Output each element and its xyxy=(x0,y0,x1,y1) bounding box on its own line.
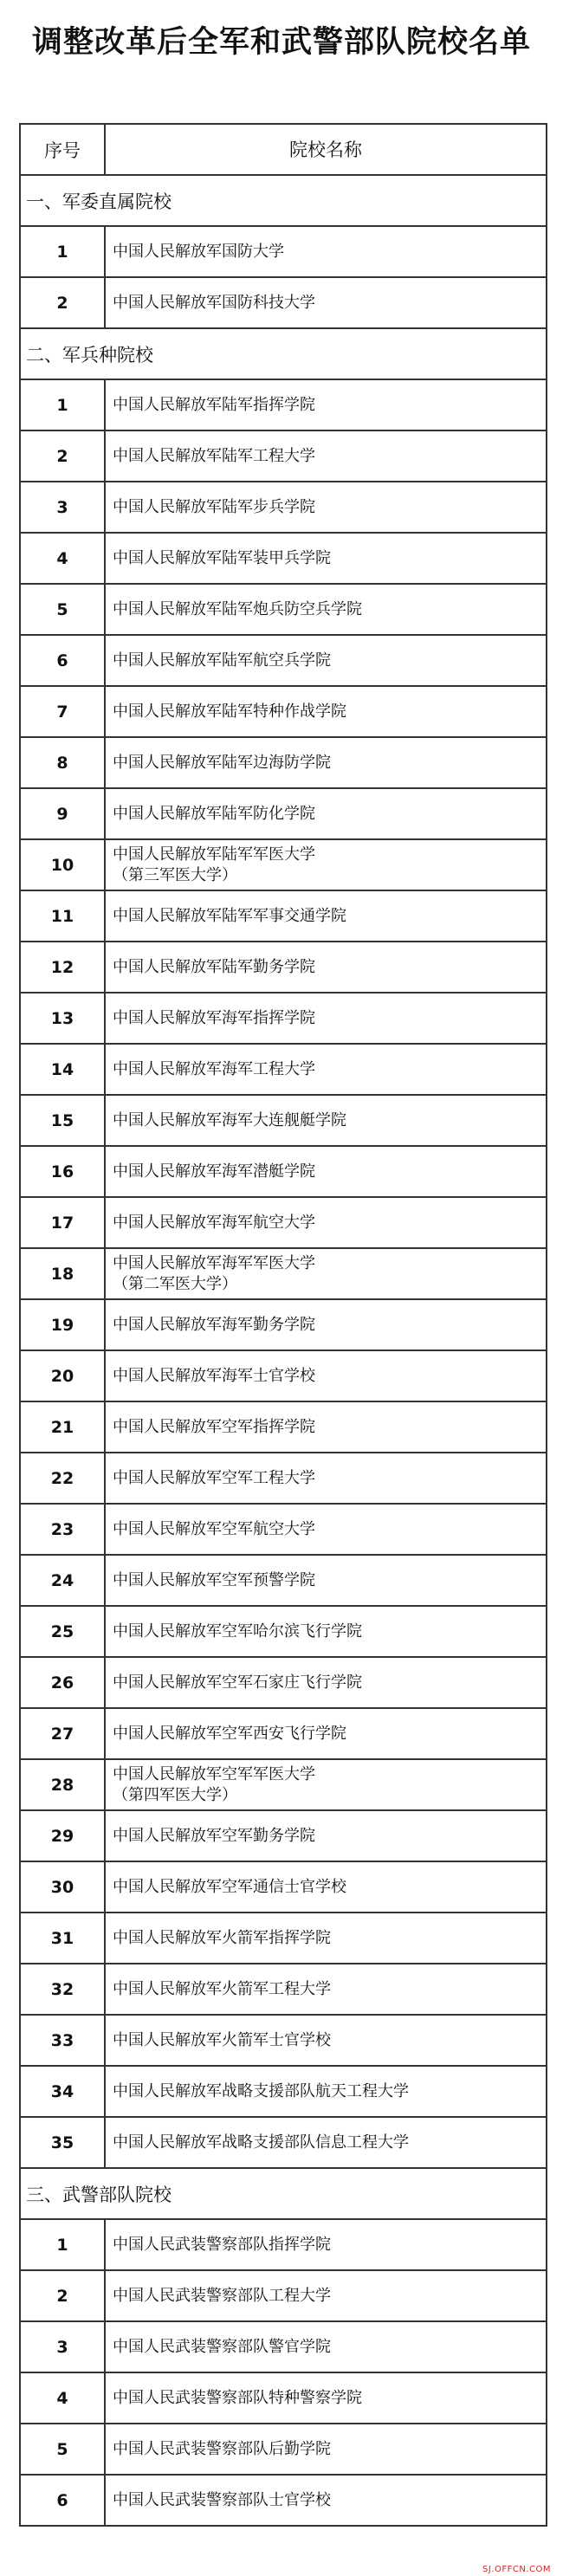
table-row xyxy=(21,1556,547,1607)
school-name: 中国人民解放军战略支援部队信息工程大学 xyxy=(106,2118,547,2167)
table-row xyxy=(21,1300,547,1351)
school-name: 中国人民解放军陆军航空兵学院 xyxy=(106,636,547,685)
table-row xyxy=(21,1198,547,1249)
watermark: SJ.OFFCN.COM xyxy=(482,2565,551,2574)
row-number: 13 xyxy=(21,994,106,1043)
row-number: 6 xyxy=(21,636,106,685)
row-number: 26 xyxy=(21,1658,106,1707)
school-name: 中国人民解放军陆军指挥学院 xyxy=(106,380,547,430)
table-row xyxy=(21,840,547,891)
row-number: 24 xyxy=(21,1556,106,1605)
table-row xyxy=(21,1607,547,1658)
school-name: 中国人民武装警察部队指挥学院 xyxy=(106,2220,547,2269)
row-number: 30 xyxy=(21,1862,106,1912)
row-number: 12 xyxy=(21,942,106,992)
row-number: 33 xyxy=(21,2016,106,2065)
table-row xyxy=(21,1811,547,1862)
section-title: 三、武警部队院校 xyxy=(21,2169,547,2218)
school-name: 中国人民解放军陆军军医大学 xyxy=(113,845,315,864)
table-row xyxy=(21,1709,547,1760)
school-name: 中国人民解放军空军通信士官学校 xyxy=(106,1862,547,1912)
row-number: 5 xyxy=(21,2424,106,2474)
row-number: 29 xyxy=(21,1811,106,1861)
row-number: 2 xyxy=(21,278,106,327)
school-name: 中国人民解放军海军工程大学 xyxy=(106,1045,547,1094)
row-number: 32 xyxy=(21,1964,106,2014)
row-number: 1 xyxy=(21,2220,106,2269)
school-name: 中国人民解放军海军潜艇学院 xyxy=(106,1147,547,1196)
school-alias: （第四军医大学） xyxy=(113,1785,237,1804)
school-name: 中国人民解放军火箭军士官学校 xyxy=(106,2016,547,2065)
school-name: 中国人民武装警察部队后勤学院 xyxy=(106,2424,547,2474)
section-row xyxy=(21,2169,547,2220)
table-row xyxy=(21,1096,547,1147)
school-name: 中国人民解放军国防科技大学 xyxy=(106,278,547,327)
school-name: 中国人民解放军火箭军工程大学 xyxy=(106,1964,547,2014)
school-name: 中国人民解放军陆军步兵学院 xyxy=(106,482,547,532)
school-name: 中国人民解放军空军西安飞行学院 xyxy=(106,1709,547,1758)
table-row xyxy=(21,1453,547,1505)
section-title: 二、军兵种院校 xyxy=(21,329,547,379)
table-row xyxy=(21,891,547,942)
school-name: 中国人民解放军陆军防化学院 xyxy=(106,789,547,838)
page-title: 调整改革后全军和武警部队院校名单 xyxy=(31,24,531,60)
school-alias: （第三军医大学） xyxy=(113,865,237,884)
school-name: 中国人民解放军陆军炮兵防空兵学院 xyxy=(106,585,547,634)
table-row xyxy=(21,789,547,840)
school-name: 中国人民解放军空军哈尔滨飞行学院 xyxy=(106,1607,547,1656)
table-row xyxy=(21,227,547,278)
row-number: 4 xyxy=(21,2373,106,2423)
row-number: 18 xyxy=(21,1249,106,1298)
row-number: 1 xyxy=(21,227,106,276)
table-row xyxy=(21,2424,547,2476)
school-name: 中国人民解放军海军航空大学 xyxy=(106,1198,547,1247)
school-name: 中国人民解放军海军指挥学院 xyxy=(106,994,547,1043)
table-row xyxy=(21,687,547,738)
school-name: 中国人民解放军陆军边海防学院 xyxy=(106,738,547,787)
table-row xyxy=(21,2118,547,2169)
row-number: 14 xyxy=(21,1045,106,1094)
school-name: 中国人民武装警察部队特种警察学院 xyxy=(106,2373,547,2423)
table-row xyxy=(21,1351,547,1402)
school-name: 中国人民解放军海军军医大学 xyxy=(113,1253,315,1272)
row-number: 2 xyxy=(21,431,106,481)
row-number: 34 xyxy=(21,2067,106,2116)
table-row xyxy=(21,534,547,585)
school-name: 中国人民武装警察部队士官学校 xyxy=(106,2476,547,2525)
row-number: 7 xyxy=(21,687,106,736)
table-row xyxy=(21,1913,547,1964)
row-number: 9 xyxy=(21,789,106,838)
table-row xyxy=(21,2220,547,2271)
row-number: 6 xyxy=(21,2476,106,2525)
row-number: 3 xyxy=(21,482,106,532)
table-row xyxy=(21,942,547,994)
row-number: 20 xyxy=(21,1351,106,1401)
school-list-table xyxy=(19,123,547,2527)
school-name: 中国人民解放军陆军军事交通学院 xyxy=(106,891,547,941)
table-row xyxy=(21,482,547,534)
school-name: 中国人民解放军陆军工程大学 xyxy=(106,431,547,481)
column-header-school-name: 院校名称 xyxy=(106,125,547,174)
school-name: 中国人民解放军海军士官学校 xyxy=(106,1351,547,1401)
table-row xyxy=(21,1147,547,1198)
row-number: 8 xyxy=(21,738,106,787)
section-title: 一、军委直属院校 xyxy=(21,176,547,225)
table-row xyxy=(21,2016,547,2067)
row-number: 19 xyxy=(21,1300,106,1349)
row-number: 17 xyxy=(21,1198,106,1247)
table-row xyxy=(21,1862,547,1913)
table-row xyxy=(21,636,547,687)
row-number: 27 xyxy=(21,1709,106,1758)
table-row xyxy=(21,278,547,329)
school-name: 中国人民武装警察部队工程大学 xyxy=(106,2271,547,2320)
table-row xyxy=(21,2373,547,2424)
school-name: 中国人民解放军空军航空大学 xyxy=(106,1505,547,1554)
table-row xyxy=(21,1964,547,2016)
row-number: 3 xyxy=(21,2322,106,2372)
table-row xyxy=(21,738,547,789)
row-number: 2 xyxy=(21,2271,106,2320)
school-name: 中国人民解放军陆军勤务学院 xyxy=(106,942,547,992)
row-number: 23 xyxy=(21,1505,106,1554)
table-row xyxy=(21,2271,547,2322)
school-name: 中国人民解放军空军指挥学院 xyxy=(106,1402,547,1452)
table-row xyxy=(21,380,547,431)
school-name: 中国人民解放军海军勤务学院 xyxy=(106,1300,547,1349)
school-name: 中国人民解放军空军军医大学 xyxy=(113,1764,315,1783)
table-row xyxy=(21,1249,547,1300)
table-row xyxy=(21,2322,547,2373)
row-number: 4 xyxy=(21,534,106,583)
school-name-cell xyxy=(106,1760,547,1809)
row-number: 15 xyxy=(21,1096,106,1145)
table-row xyxy=(21,2067,547,2118)
table-row xyxy=(21,1760,547,1811)
row-number: 22 xyxy=(21,1453,106,1503)
table-row xyxy=(21,1505,547,1556)
row-number: 10 xyxy=(21,840,106,890)
row-number: 11 xyxy=(21,891,106,941)
table-row xyxy=(21,994,547,1045)
section-row xyxy=(21,329,547,380)
school-name: 中国人民解放军国防大学 xyxy=(106,227,547,276)
row-number: 1 xyxy=(21,380,106,430)
table-row xyxy=(21,2476,547,2527)
school-name-cell xyxy=(106,840,547,890)
section-row xyxy=(21,176,547,227)
column-header-number: 序号 xyxy=(21,125,106,174)
row-number: 16 xyxy=(21,1147,106,1196)
school-name: 中国人民解放军陆军特种作战学院 xyxy=(106,687,547,736)
school-name: 中国人民解放军空军工程大学 xyxy=(106,1453,547,1503)
row-number: 31 xyxy=(21,1913,106,1963)
row-number: 25 xyxy=(21,1607,106,1656)
table-row xyxy=(21,585,547,636)
school-name: 中国人民解放军战略支援部队航天工程大学 xyxy=(106,2067,547,2116)
school-name: 中国人民解放军空军勤务学院 xyxy=(106,1811,547,1861)
school-alias: （第二军医大学） xyxy=(113,1274,237,1293)
school-name: 中国人民解放军空军石家庄飞行学院 xyxy=(106,1658,547,1707)
school-name: 中国人民解放军空军预警学院 xyxy=(106,1556,547,1605)
school-name-cell xyxy=(106,1249,547,1298)
row-number: 28 xyxy=(21,1760,106,1809)
table-row xyxy=(21,1658,547,1709)
table-header-row xyxy=(21,125,547,176)
table-row xyxy=(21,1402,547,1453)
table-row xyxy=(21,1045,547,1096)
school-name: 中国人民解放军海军大连舰艇学院 xyxy=(106,1096,547,1145)
row-number: 21 xyxy=(21,1402,106,1452)
school-name: 中国人民武装警察部队警官学院 xyxy=(106,2322,547,2372)
school-name: 中国人民解放军火箭军指挥学院 xyxy=(106,1913,547,1963)
row-number: 35 xyxy=(21,2118,106,2167)
table-row xyxy=(21,431,547,482)
school-name: 中国人民解放军陆军装甲兵学院 xyxy=(106,534,547,583)
row-number: 5 xyxy=(21,585,106,634)
